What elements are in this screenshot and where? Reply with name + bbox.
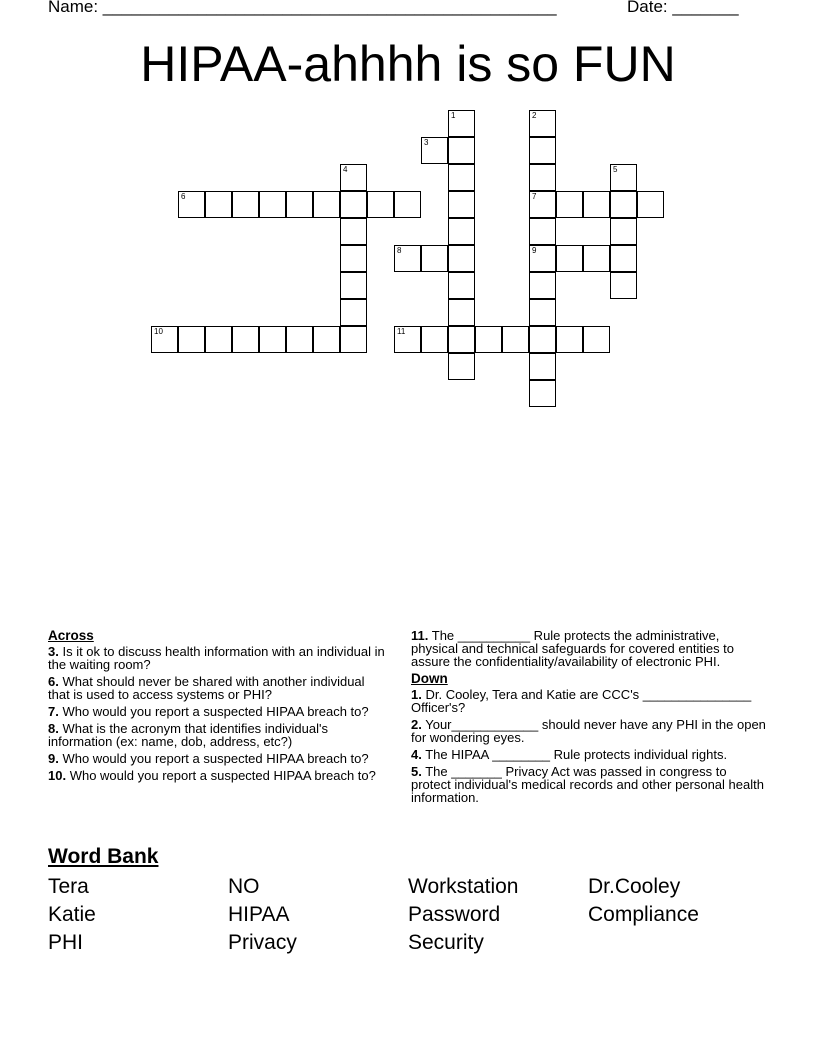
crossword-cell[interactable] xyxy=(448,353,475,380)
crossword-cell[interactable] xyxy=(448,245,475,272)
clue-down-2 xyxy=(411,718,769,744)
word-bank-word: NO xyxy=(228,875,260,898)
clue-number: 8. xyxy=(48,721,59,736)
word-bank-word: PHI xyxy=(48,931,84,954)
crossword-cell[interactable] xyxy=(583,191,610,218)
crossword-cell[interactable] xyxy=(340,191,367,218)
down-heading: Down xyxy=(411,671,448,686)
cell-number: 11 xyxy=(397,327,406,336)
crossword-cell[interactable] xyxy=(529,164,556,191)
crossword-cell[interactable] xyxy=(556,191,583,218)
clue-number: 7. xyxy=(48,704,59,719)
crossword-cell[interactable] xyxy=(448,164,475,191)
cell-number: 2 xyxy=(532,111,537,120)
word-bank-word: Password xyxy=(408,903,501,926)
crossword-cell[interactable] xyxy=(286,326,313,353)
crossword-cell[interactable] xyxy=(529,110,556,137)
crossword-cell[interactable] xyxy=(529,299,556,326)
name-line: Name: ________________________________________________ xyxy=(48,0,557,16)
crossword-cell[interactable] xyxy=(394,191,421,218)
clue-text: The __________ Rule protects the administrative, physical and technical safeguards for covered entities to assure the confidentiality/availability of electronic PHI. xyxy=(411,628,735,669)
cell-number: 1 xyxy=(451,111,456,120)
crossword-cell[interactable] xyxy=(448,272,475,299)
clue-across-11 xyxy=(411,629,769,668)
crossword-cell[interactable] xyxy=(475,326,502,353)
crossword-cell[interactable] xyxy=(448,110,475,137)
clue-across-8 xyxy=(48,722,388,748)
crossword-cell[interactable] xyxy=(529,218,556,245)
crossword-cell[interactable] xyxy=(421,326,448,353)
clue-number: 1. xyxy=(411,687,422,702)
word-bank-word: Dr.Cooley xyxy=(588,875,681,898)
clue-across-9 xyxy=(48,752,388,765)
crossword-cell[interactable] xyxy=(529,353,556,380)
crossword-cell[interactable] xyxy=(340,245,367,272)
clue-down-5 xyxy=(411,765,769,804)
word-bank-word: Katie xyxy=(48,903,96,926)
crossword-cell[interactable] xyxy=(556,326,583,353)
word-bank-word: Tera xyxy=(48,875,89,898)
cell-number: 4 xyxy=(343,165,348,174)
clue-across-6 xyxy=(48,675,388,701)
crossword-cell[interactable] xyxy=(340,326,367,353)
crossword-cell[interactable] xyxy=(340,218,367,245)
crossword-cell[interactable] xyxy=(340,164,367,191)
word-bank-word: Privacy xyxy=(228,931,297,954)
word-bank-title: Word Bank xyxy=(48,845,159,868)
crossword-cell[interactable] xyxy=(610,164,637,191)
cell-number: 9 xyxy=(532,246,537,255)
crossword-cell[interactable] xyxy=(529,272,556,299)
crossword-cell[interactable] xyxy=(610,272,637,299)
crossword-cell[interactable] xyxy=(313,191,340,218)
clues-right-column xyxy=(411,629,769,808)
cell-number: 3 xyxy=(424,138,429,147)
crossword-cell[interactable] xyxy=(394,326,421,353)
clue-text: Your____________ should never have any PHI in the open for wondering eyes. xyxy=(411,717,766,745)
crossword-cell[interactable] xyxy=(529,326,556,353)
page-title: HIPAA-ahhhh is so FUN xyxy=(140,36,676,92)
crossword-cell[interactable] xyxy=(178,326,205,353)
clue-text: Who would you report a suspected HIPAA breach to? xyxy=(62,751,369,766)
crossword-cell[interactable] xyxy=(583,326,610,353)
clues-left-column xyxy=(48,629,388,786)
word-bank-word: HIPAA xyxy=(228,903,290,926)
clue-down-1 xyxy=(411,688,769,714)
clue-number: 4. xyxy=(411,747,422,762)
clue-number: 11. xyxy=(411,628,429,643)
crossword-cell[interactable] xyxy=(421,137,448,164)
clue-text: What is the acronym that identifies individual's information (ex: name, dob, address, etc?) xyxy=(48,721,328,749)
clue-number: 6. xyxy=(48,674,59,689)
crossword-cell[interactable] xyxy=(502,326,529,353)
crossword-cell[interactable] xyxy=(259,326,286,353)
crossword-cell[interactable] xyxy=(529,191,556,218)
clue-down-4 xyxy=(411,748,769,761)
crossword-cell[interactable] xyxy=(394,245,421,272)
word-bank-word: Compliance xyxy=(588,903,699,926)
crossword-cell[interactable] xyxy=(556,245,583,272)
crossword-cell[interactable] xyxy=(205,326,232,353)
clue-text: What should never be shared with another individual that is used to access systems or PHI? xyxy=(48,674,365,702)
clue-text: Dr. Cooley, Tera and Katie are CCC's _______________ Officer's? xyxy=(411,687,752,715)
crossword-cell[interactable] xyxy=(151,326,178,353)
crossword-cell[interactable] xyxy=(529,380,556,407)
clue-across-3 xyxy=(48,645,388,671)
clue-number: 5. xyxy=(411,764,422,779)
crossword-cell[interactable] xyxy=(205,191,232,218)
word-bank-word: Workstation xyxy=(408,875,519,898)
crossword-grid xyxy=(0,0,816,420)
cell-number: 7 xyxy=(532,192,537,201)
crossword-cell[interactable] xyxy=(448,191,475,218)
clue-text: The _______ Privacy Act was passed in congress to protect individual's medical records and other personal health information. xyxy=(411,764,764,805)
across-heading: Across xyxy=(48,628,94,643)
crossword-cell[interactable] xyxy=(232,326,259,353)
cell-number: 10 xyxy=(154,327,163,336)
crossword-cell[interactable] xyxy=(448,326,475,353)
crossword-cell[interactable] xyxy=(583,245,610,272)
crossword-cell[interactable] xyxy=(367,191,394,218)
crossword-cell[interactable] xyxy=(529,137,556,164)
crossword-cell[interactable] xyxy=(610,191,637,218)
crossword-cell[interactable] xyxy=(448,137,475,164)
crossword-cell[interactable] xyxy=(637,191,664,218)
cell-number: 6 xyxy=(181,192,186,201)
clue-text: The HIPAA ________ Rule protects individual rights. xyxy=(425,747,728,762)
clue-text: Who would you report a suspected HIPAA breach to? xyxy=(69,768,376,783)
cell-number: 5 xyxy=(613,165,618,174)
clue-across-7 xyxy=(48,705,388,718)
crossword-cell[interactable] xyxy=(313,326,340,353)
crossword-cell[interactable] xyxy=(448,218,475,245)
crossword-cell[interactable] xyxy=(286,191,313,218)
crossword-cell[interactable] xyxy=(529,245,556,272)
clue-text: Is it ok to discuss health information with an individual in the waiting room? xyxy=(48,644,385,672)
crossword-cell[interactable] xyxy=(259,191,286,218)
crossword-cell[interactable] xyxy=(448,299,475,326)
clue-across-10 xyxy=(48,769,388,782)
date-line: Date: _______ xyxy=(627,0,739,16)
crossword-cell[interactable] xyxy=(421,245,448,272)
clue-number: 10. xyxy=(48,768,67,783)
crossword-cell[interactable] xyxy=(340,272,367,299)
clue-number: 2. xyxy=(411,717,422,732)
crossword-cell[interactable] xyxy=(610,218,637,245)
cell-number: 8 xyxy=(397,246,402,255)
crossword-cell[interactable] xyxy=(178,191,205,218)
crossword-cell[interactable] xyxy=(340,299,367,326)
crossword-cell[interactable] xyxy=(610,245,637,272)
word-bank-word: Security xyxy=(408,931,484,954)
clue-text: Who would you report a suspected HIPAA breach to? xyxy=(62,704,369,719)
clue-number: 3. xyxy=(48,644,59,659)
crossword-cell[interactable] xyxy=(232,191,259,218)
clue-number: 9. xyxy=(48,751,59,766)
